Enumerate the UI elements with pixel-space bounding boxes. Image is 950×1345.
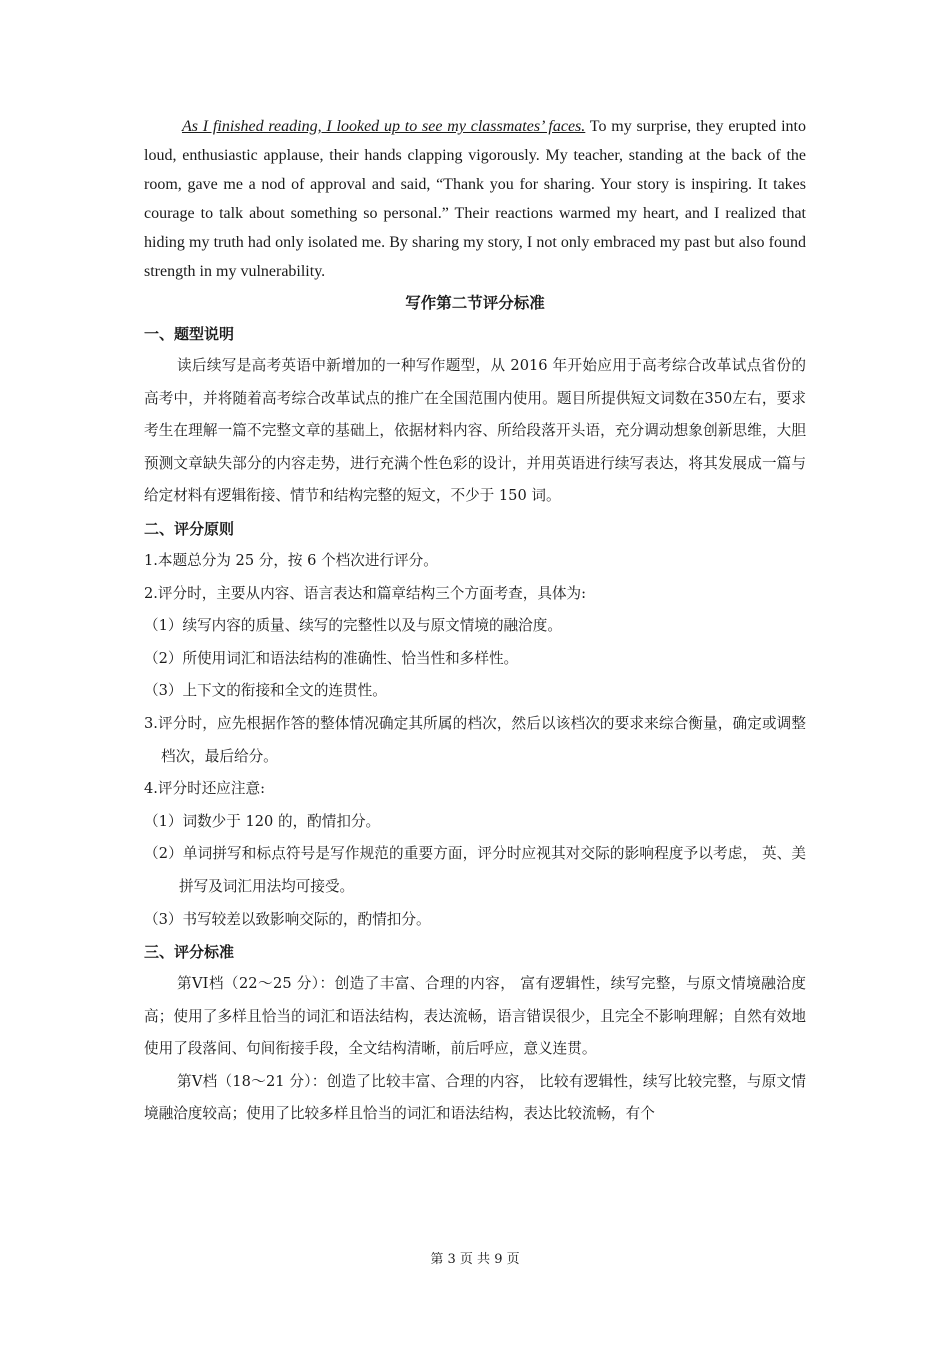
- part2-heading: 二、评分原则: [144, 519, 235, 538]
- section-title: 写作第二节评分标准: [405, 294, 545, 312]
- essay-lead-sentence: As I finished reading, I looked up to see my classmates’ faces.: [182, 118, 586, 135]
- rule-subitem: （2）单词拼写和标点符号是写作规范的重要方面，评分时应视其对交际的影响程度予以考虑， 英、美拼写及词汇用法均可接受。: [144, 845, 806, 895]
- rule-subitem: （1）续写内容的质量、续写的完整性以及与原文情境的融洽度。: [144, 617, 562, 635]
- level-description: 第V档（18～21 分）：创造了比较丰富、合理的内容， 比较有逻辑性，续写比较完整，与原文情境融洽度较高；使用了比较多样且恰当的词汇和语法结构，表达比较流畅，有个: [144, 1072, 806, 1123]
- part1-text: 读后续写是高考英语中新增加的一种写作题型，从 2016 年开始应用于高考综合改革试点省份的高考中，并将随着高考综合改革试点的推广在全国范围内使用。题目所提供短文词数在350左右，要求考生在理解一篇不完整文章的基础上，依据材料内容、所给段落开头语，充分调动想象创新思维，大胆预测文章缺失部分的内容走势，进行充满个性色彩的设计，并用英语进行续写表达，将其发展成一篇与给定材料有逻辑衔接、情节和结构完整的短文，不少于 150 词。: [144, 357, 806, 505]
- rule-subitem: （1）词数少于 120 的，酌情扣分。: [144, 812, 381, 830]
- page-footer: 第 3 页 共 9 页: [430, 1252, 520, 1267]
- essay-paragraph: [144, 112, 806, 286]
- essay-body: To my surprise, they erupted into loud, enthusiastic applause, their hands clapping vigorously. My teacher, standing at the back of the room, gave me a nod of approval and said, “Thank you for sharing. Your story is inspiring. It takes courage to talk about something so personal.” Their reactions warmed my heart, and I realized that hiding my truth had only isolated me. By sharing my story, I not only embraced my past but also found strength in my vulnerability.: [144, 118, 807, 280]
- rule-item: 4.评分时还应注意:: [144, 780, 265, 798]
- rule-subitem: （3）书写较差以致影响交际的，酌情扣分。: [144, 910, 431, 928]
- rule-item: 2.评分时，主要从内容、语言表达和篇章结构三个方面考查，具体为:: [144, 584, 587, 602]
- rule-subitem: （3）上下文的衔接和全文的连贯性。: [144, 682, 387, 700]
- rule-item: 1.本题总分为 25 分，按 6 个档次进行评分。: [144, 551, 438, 569]
- part1-heading: 一、题型说明: [144, 325, 235, 343]
- part3-heading: 三、评分标准: [144, 943, 235, 962]
- level-description: 第VI档（22～25 分）：创造了丰富、合理的内容， 富有逻辑性，续写完整，与原文情境融洽度高；使用了多样且恰当的词汇和语法结构，表达流畅，语言错误很少，且完全不影响理解；自然有效地使用了段落间、句间衔接手段，全文结构清晰，前后呼应，意义连贯。: [144, 975, 806, 1058]
- rule-item: 3.评分时，应先根据作答的整体情况确定其所属的档次，然后以该档次的要求来综合衡量，确定或调整档次，最后给分。: [144, 714, 806, 765]
- page-content: [144, 112, 806, 1131]
- rule-subitem: （2）所使用词汇和语法结构的准确性、恰当性和多样性。: [144, 649, 519, 667]
